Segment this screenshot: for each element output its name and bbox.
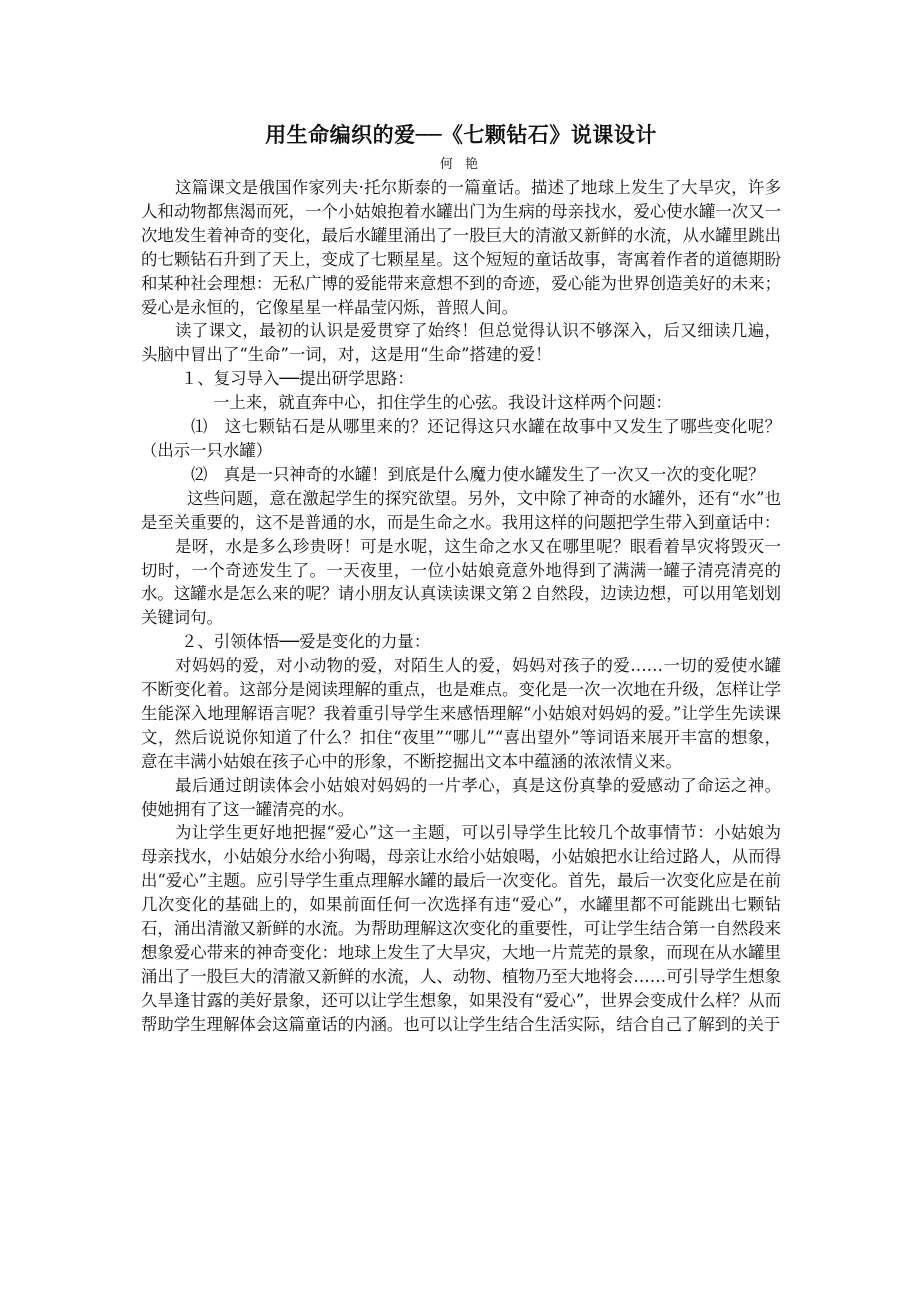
paragraph-reading: 读了课文，最初的认识是爱贯穿了始终！但总觉得认识不够深入，后又细读几遍，头脑中冒出了“生命”一词，对，这是用“生命”搭建的爱！	[141, 321, 781, 365]
paragraph-intro: 这篇课文是俄国作家列夫·托尔斯泰的一篇童话。描述了地球上发生了大旱灾，许多人和动物都焦渴而死，一个小姑娘抱着水罐出门为生病的母亲找水，爱心使水罐一次又一次地发生着神奇的变化，最后水罐里涌出了一股巨大的清澈又新鲜的水流，从水罐里跳出的七颗钻石升到了天上，变成了七颗星星。这个短短的童话故事，寄寓着作者的道德期盼和某种社会理想：无私广博的爱能带来意想不到的奇迹，爱心能为世界创造美好的未来；爱心是永恒的，它像星星一样晶莹闪烁，普照人间。	[141, 178, 781, 317]
question-1: ⑴ 这七颗钻石是从哪里来的？还记得这只水罐在故事中又发生了哪些变化呢？（出示一只水罐）	[141, 417, 781, 460]
paragraph-love-change: 对妈妈的爱，对小动物的爱，对陌生人的爱，妈妈对孩子的爱……一切的爱使水罐不断变化着。这部分是阅读理解的重点，也是难点。变化是一次一次地在升级，怎样让学生能深入地理解语言呢？我着重引导学生来感悟理解“小姑娘对妈妈的爱。”让学生先读课文，然后说说你知道了什么？扣住“夜里”“哪儿”“喜出望外”等词语来展开丰富的想象，意在丰满小姑娘在孩子心中的形象，不断挖掘出文本中蕴涵的浓浓情义来。	[141, 656, 781, 771]
question-2: ⑵ 真是一只神奇的水罐！到底是什么魔力使水罐发生了一次又一次的变化呢？	[191, 464, 765, 484]
section-heading-2: ２、引领体悟──爱是变化的力量：	[181, 632, 431, 652]
paragraph-questions-purpose: 这些问题，意在激起学生的探究欲望。另外，文中除了神奇的水罐外，还有“水”也是至关重要的，这不是普通的水，而是生命之水。我用这样的问题把学生带入到童话中：	[141, 488, 781, 532]
document-title: 用生命编织的爱──《七颗钻石》说课设计	[265, 123, 657, 147]
paragraph-water: 是呀，水是多么珍贵呀！可是水呢，这生命之水又在哪里呢？眼看着旱灾将毁灭一切时，一个奇迹发生了。一天夜里，一位小姑娘竟意外地得到了满满一罐子清亮清亮的水。这罐水是怎么来的呢？请小朋友认真读读课文第２自然段，边读边想，可以用笔划划关键词句。	[141, 536, 781, 628]
paragraph-theme: 为让学生更好地把握“爱心”这一主题，可以引导学生比较几个故事情节：小姑娘为母亲找水，小姑娘分水给小狗喝，母亲让水给小姑娘喝，小姑娘把水让给过路人，从而得出“爱心”主题。应引导学生重点理解水罐的最后一次变化。首先，最后一次变化应是在前几次变化的基础上的，如果前面任何一次选择有违“爱心”，水罐里都不可能跳出七颗钻石，涌出清澈又新鲜的水流。为帮助理解这次变化的重要性，可让学生结合第一自然段来想象爱心带来的神奇变化：地球上发生了大旱灾，大地一片荒芜的景象，而现在从水罐里涌出了一股巨大的清澈又新鲜的水流，人、动物、植物乃至大地将会……可引导学生想象久旱逢甘露的美好景象，还可以让学生想象，如果没有“爱心”，世界会变成什么样？从而帮助学生理解体会这篇童话的内涵。也可以让学生结合生活实际，结合自己了解到的关于	[141, 823, 781, 1034]
paragraph-design: 一上来，就直奔中心，扣住学生的心弦。我设计这样两个问题：	[213, 393, 672, 413]
paragraph-reading-aloud: 最后通过朗读体会小姑娘对妈妈的一片孝心，真是这份真挚的爱感动了命运之神。使她拥有了这一罐清亮的水。	[141, 775, 781, 819]
document-author: 何 艳	[439, 157, 483, 172]
document-body	[141, 118, 781, 1037]
section-heading-1: １、复习导入──提出研学思路：	[181, 369, 414, 389]
